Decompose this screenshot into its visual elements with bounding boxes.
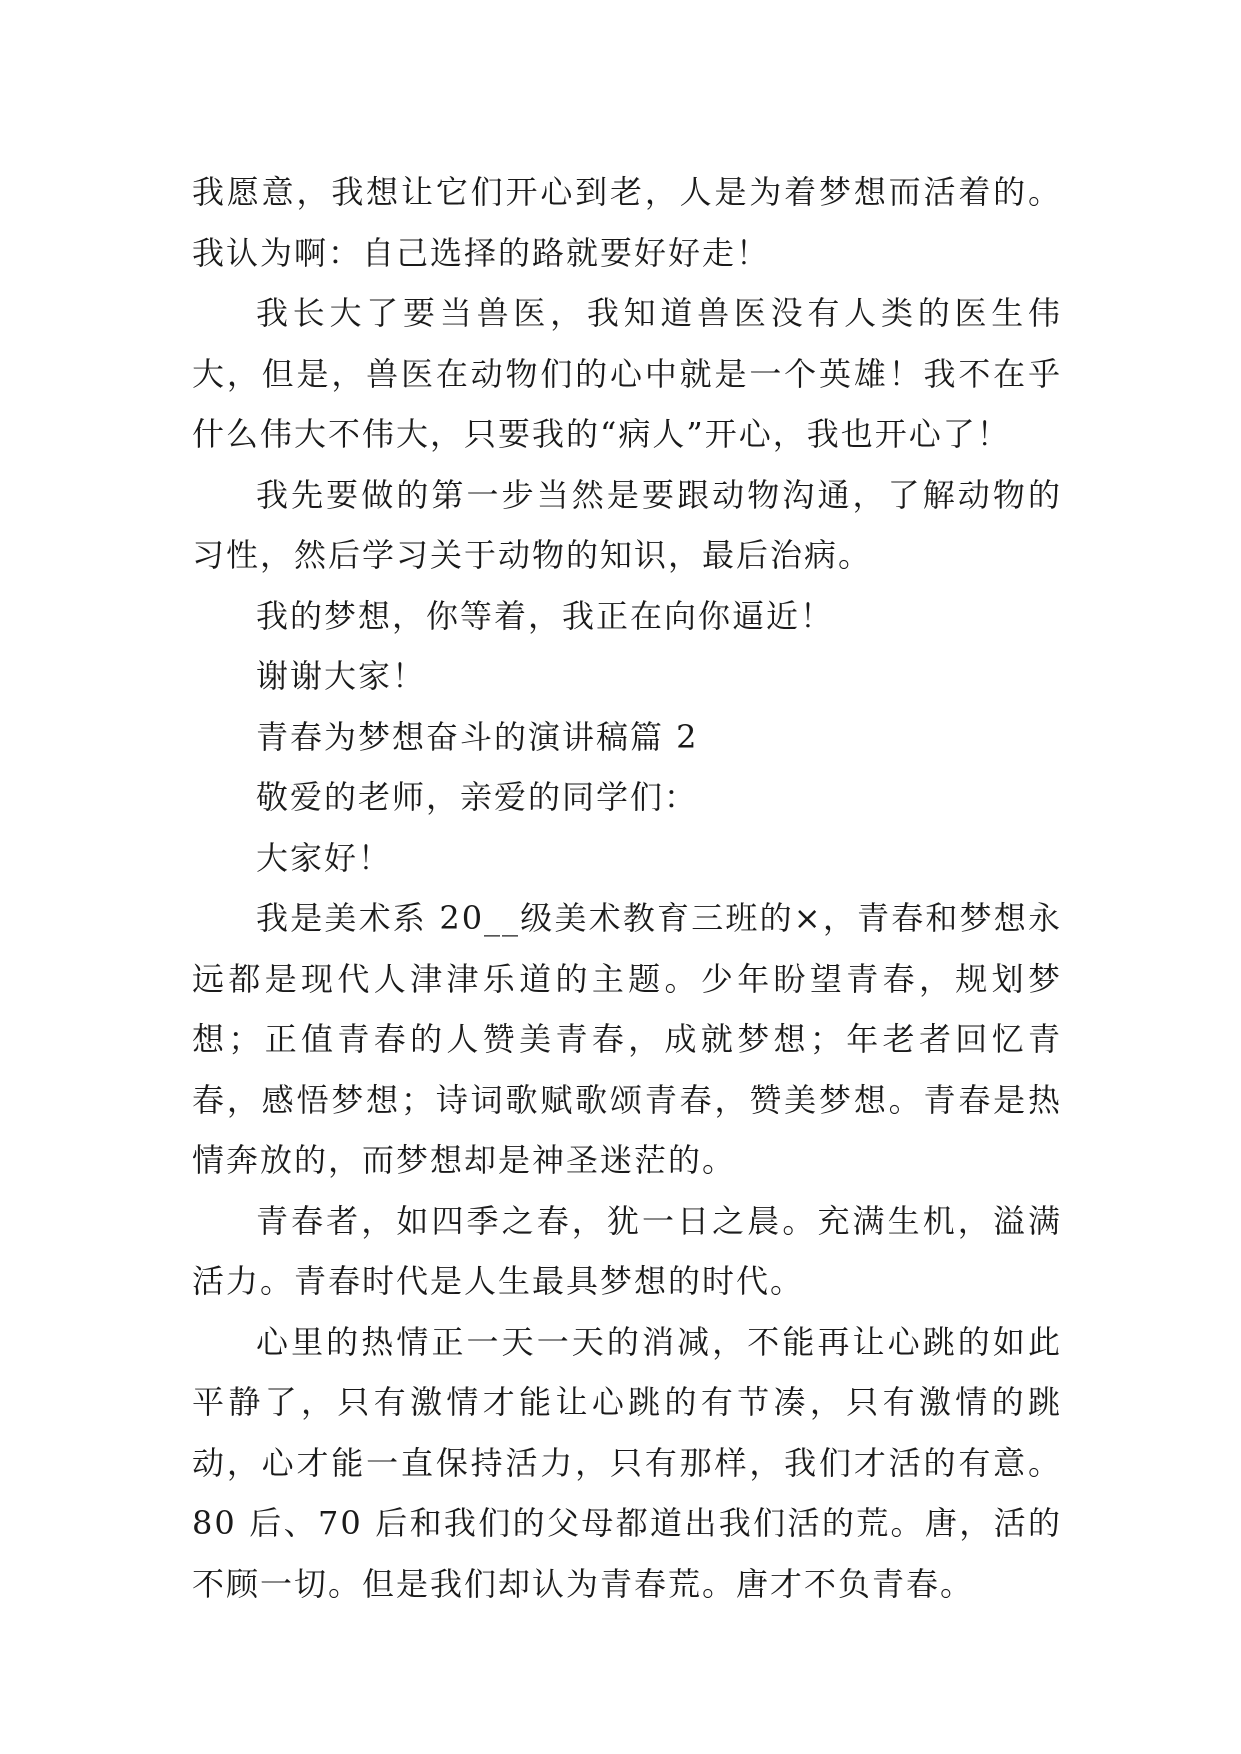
paragraph: 谢谢大家！ — [256, 657, 427, 695]
greeting: 大家好！ — [256, 838, 393, 877]
paragraph: 青春者，如四季之春，犹一日之晨。充满生机，溢满活力。青春时代是人生最具梦想的时代。 — [192, 1201, 1062, 1300]
paragraph: 我长大了要当兽医，我知道兽医没有人类的医生伟大，但是，兽医在动物们的心中就是一个英雄！我不在乎什么伟大不伟大，只要我的“病人”开心，我也开心了！ — [192, 294, 1062, 453]
paragraph: 我是美术系 20__级美术教育三班的×，青春和梦想永远都是现代人津津乐道的主题。少年盼望青春，规划梦想；正值青春的人赞美青春，成就梦想；年老者回忆青春，感悟梦想；诗词歌赋歌颂青春，赞美梦想。青春是热情奔放的，而梦想却是神圣迷茫的。 — [192, 899, 1062, 1179]
paragraph: 心里的热情正一天一天的消减，不能再让心跳的如此平静了，只有激情才能让心跳的有节凑，只有激情的跳动，心才能一直保持活力，只有那样，我们才活的有意。80 后、70 后和我们的父母都道出我们活的荒。唐，活的不顾一切。但是我们却认为青春荒。唐才不负青春。 — [192, 1322, 1062, 1603]
paragraph: 我的梦想，你等着，我正在向你逼近！ — [256, 596, 835, 635]
section-title: 青春为梦想奋斗的演讲稿篇 2 — [256, 717, 699, 756]
document-body — [192, 162, 1062, 1614]
paragraph: 我愿意，我想让它们开心到老，人是为着梦想而活着的。我认为啊：自己选择的路就要好好走！ — [192, 173, 1062, 272]
paragraph: 我先要做的第一步当然是要跟动物沟通，了解动物的习性，然后学习关于动物的知识，最后治病。 — [192, 475, 1062, 574]
salutation: 敬爱的老师，亲爱的同学们： — [256, 778, 699, 816]
